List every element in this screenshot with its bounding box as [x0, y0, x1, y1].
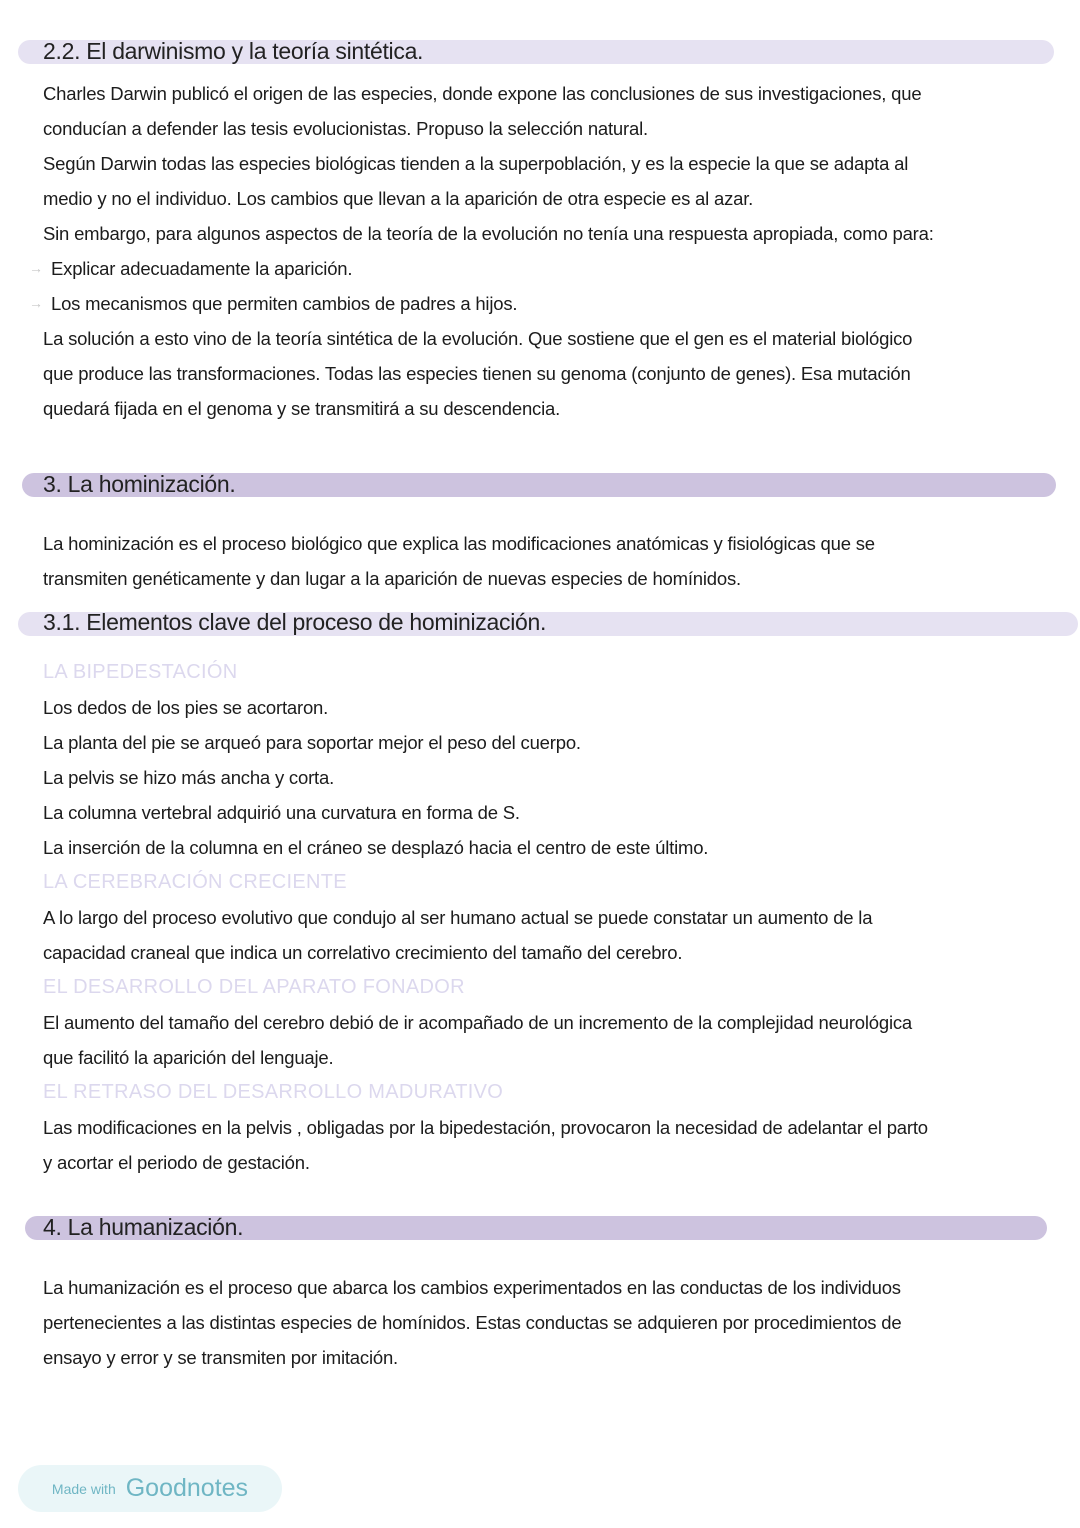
paragraph-line: La hominización es el proceso biológico que explica las modificaciones anatómicas y fisiológicas que se — [43, 533, 875, 554]
subheading: LA BIPEDESTACIÓN — [43, 661, 238, 683]
paragraph-line: El aumento del tamaño del cerebro debió de ir acompañado de un incremento de la complejidad neurológica — [43, 1012, 912, 1033]
section-body — [29, 76, 1053, 426]
section-body — [43, 526, 1053, 596]
paragraph-line: La inserción de la columna en el cráneo se desplazó hacia el centro de este último. — [43, 837, 709, 858]
section-title: 4. La humanización. — [43, 1214, 244, 1240]
paragraph-line: que produce las transformaciones. Todas las especies tienen su genoma (conjunto de genes). Esa mutación — [43, 363, 911, 384]
paragraph-line: y acortar el periodo de gestación. — [43, 1152, 310, 1173]
paragraph-line: conducían a defender las tesis evolucionistas. Propuso la selección natural. — [43, 118, 648, 139]
list-item — [29, 251, 1053, 286]
list-item-text: Los mecanismos que permiten cambios de padres a hijos. — [51, 293, 518, 314]
paragraph-line: A lo largo del proceso evolutivo que condujo al ser humano actual se puede constatar un aumento de la — [43, 907, 873, 928]
section-title: 3.1. Elementos clave del proceso de hominización. — [43, 609, 547, 635]
badge-brand: Goodnotes — [125, 1474, 249, 1502]
paragraph-line: Sin embargo, para algunos aspectos de la teoría de la evolución no tenía una respuesta apropiada, como para: — [43, 223, 934, 244]
paragraph-line: La humanización es el proceso que abarca los cambios experimentados en las conductas de los individuos — [43, 1277, 901, 1298]
paragraph-line: Según Darwin todas las especies biológicas tienden a la superpoblación, y es la especie la que se adapta al — [43, 153, 909, 174]
subheading: EL RETRASO DEL DESARROLLO MADURATIVO — [43, 1081, 504, 1103]
section-body — [43, 655, 1053, 1180]
section-body — [43, 1270, 1053, 1375]
paragraph-line: capacidad craneal que indica un correlativo crecimiento del tamaño del cerebro. — [43, 942, 683, 963]
paragraph-line: ensayo y error y se transmiten por imitación. — [43, 1347, 398, 1368]
paragraph-line: quedará fijada en el genoma y se transmitirá a su descendencia. — [43, 398, 561, 419]
arrow-icon: → — [29, 295, 43, 311]
paragraph-line: La solución a esto vino de la teoría sintética de la evolución. Que sostiene que el gen es el material biológico — [43, 328, 913, 349]
subheading: LA CEREBRACIÓN CRECIENTE — [43, 871, 347, 893]
list-item-text: Explicar adecuadamente la aparición. — [51, 258, 353, 279]
paragraph-line: que facilitó la aparición del lenguaje. — [43, 1047, 334, 1068]
section-title: 3. La hominización. — [43, 471, 236, 497]
paragraph-line: Las modificaciones en la pelvis , obligadas por la bipedestación, provocaron la necesidad de adelantar el parto — [43, 1117, 928, 1138]
paragraph-line: transmiten genéticamente y dan lugar a la aparición de nuevas especies de homínidos. — [43, 568, 741, 589]
paragraph-line: La planta del pie se arqueó para soportar mejor el peso del cuerpo. — [43, 732, 581, 753]
badge-prefix: Made with — [51, 1480, 116, 1497]
paragraph-line: pertenecientes a las distintas especies de homínidos. Estas conductas se adquieren por procedimientos de — [43, 1312, 902, 1333]
paragraph-line: Charles Darwin publicó el origen de las especies, donde expone las conclusiones de sus investigaciones, que — [43, 83, 922, 104]
paragraph-line: Los dedos de los pies se acortaron. — [43, 697, 329, 718]
list-item — [29, 286, 1053, 321]
section-title: 2.2. El darwinismo y la teoría sintética. — [43, 38, 424, 64]
subheading: EL DESARROLLO DEL APARATO FONADOR — [43, 976, 465, 998]
made-with-goodnotes-badge — [18, 1465, 282, 1512]
paragraph-line: La columna vertebral adquirió una curvatura en forma de S. — [43, 802, 520, 823]
arrow-icon: → — [29, 260, 43, 276]
paragraph-line: medio y no el individuo. Los cambios que llevan a la aparición de otra especie es al azar. — [43, 188, 754, 209]
paragraph-line: La pelvis se hizo más ancha y corta. — [43, 767, 335, 788]
